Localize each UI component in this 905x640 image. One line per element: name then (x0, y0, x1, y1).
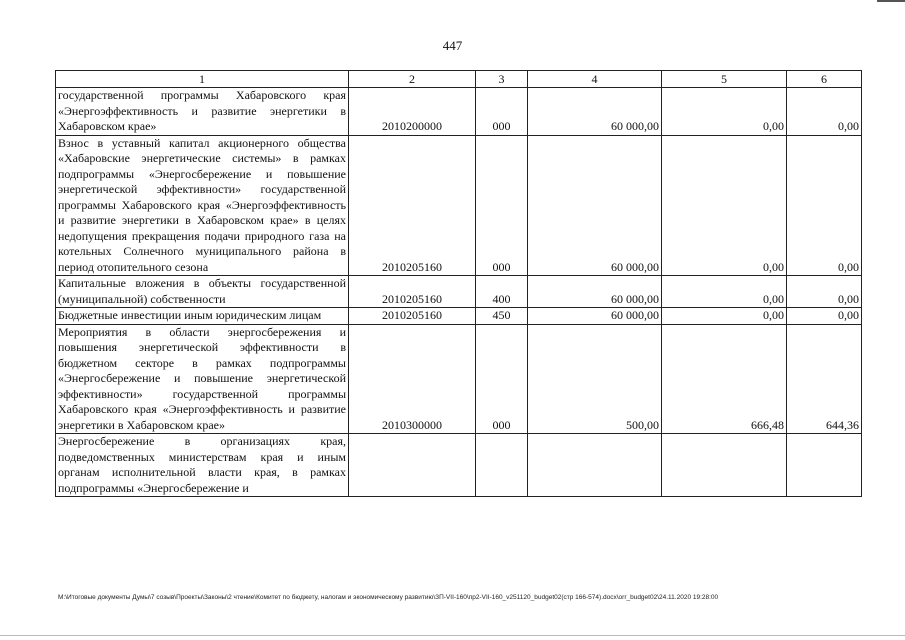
expense-type-code: 000 (476, 88, 528, 136)
table-header-row (56, 71, 862, 88)
amount-year-2: 0,00 (662, 88, 787, 136)
table-row (56, 434, 862, 497)
column-header: 5 (662, 71, 787, 88)
budget-table (55, 70, 862, 497)
amount-year-1: 500,00 (528, 324, 662, 434)
table-row (56, 308, 862, 325)
table-row (56, 324, 862, 434)
page-corner-mark (877, 0, 905, 2)
row-name-cell: Капитальные вложения в объекты государственной (муниципальной) собственности (56, 276, 349, 308)
target-article-code: 2010300000 (349, 324, 476, 434)
amount-year-2: 666,48 (662, 324, 787, 434)
row-name-cell: Бюджетные инвестиции иным юридическим лицам (56, 308, 349, 325)
page-bottom-edge (0, 635, 905, 636)
row-name-cell: Мероприятия в области энергосбережения и повышения энергетической эффективности в бюджетном секторе в рамках подпрограммы «Энергосбережение и повышение энергетической эффективности» государственной программы Хабаровского края «Энергоэффективность и развитие энергетики в Хабаровском крае» (56, 324, 349, 434)
amount-year-2: 0,00 (662, 135, 787, 276)
row-name-cell: государственной программы Хабаровского края «Энергоэффективность и развитие энергетики в Хабаровском крае» (56, 88, 349, 136)
column-header: 6 (787, 71, 862, 88)
table-row (56, 276, 862, 308)
amount-year-3: 0,00 (787, 308, 862, 325)
column-header: 3 (476, 71, 528, 88)
row-name-cell: Энергосбережение в организациях края, подведомственных министерствам края и иным органам исполнительной власти края, в рамках подпрограммы «Энергосбережение и (56, 434, 349, 497)
amount-year-3: 0,00 (787, 135, 862, 276)
column-header: 2 (349, 71, 476, 88)
target-article-code: 2010205160 (349, 276, 476, 308)
amount-year-1: 60 000,00 (528, 308, 662, 325)
table-row (56, 88, 862, 136)
target-article-code: 2010200000 (349, 88, 476, 136)
amount-year-1: 60 000,00 (528, 135, 662, 276)
expense-type-code: 000 (476, 135, 528, 276)
target-article-code: 2010205160 (349, 308, 476, 325)
amount-year-3: 0,00 (787, 88, 862, 136)
expense-type-code: 400 (476, 276, 528, 308)
page-number: 447 (442, 38, 463, 53)
amount-year-3: 0,00 (787, 276, 862, 308)
amount-year-2: 0,00 (662, 276, 787, 308)
amount-year-2 (662, 434, 787, 497)
amount-year-3 (787, 434, 862, 497)
column-header: 4 (528, 71, 662, 88)
table-row (56, 135, 862, 276)
target-article-code: 2010205160 (349, 135, 476, 276)
amount-year-3: 644,36 (787, 324, 862, 434)
amount-year-2: 0,00 (662, 308, 787, 325)
amount-year-1 (528, 434, 662, 497)
target-article-code (349, 434, 476, 497)
amount-year-1: 60 000,00 (528, 88, 662, 136)
expense-type-code: 450 (476, 308, 528, 325)
expense-type-code (476, 434, 528, 497)
column-header: 1 (56, 71, 349, 88)
expense-type-code: 000 (476, 324, 528, 434)
amount-year-1: 60 000,00 (528, 276, 662, 308)
document-file-path: M:\Итоговые документы Думы\7 созыв\Проекты\Законы\2 чтение\Комитет по бюджету, налогам и экономическому развитию\ЗП-VII-160\пр2-VII-160_v251120_budget02(стр 166-574).docx\orr_budget02\24.11.2020 19:28:00 (58, 594, 719, 601)
row-name-cell: Взнос в уставный капитал акционерного общества «Хабаровские энергетические системы» в рамках подпрограммы «Энергосбережение и повышение энергетической эффективности» государственной программы Хабаровского края «Энергоэффективность и развитие энергетики в Хабаровском крае» в целях недопущения прекращения подачи природного газа на котельных Солнечного муниципального района в период отопительного сезона (56, 135, 349, 276)
